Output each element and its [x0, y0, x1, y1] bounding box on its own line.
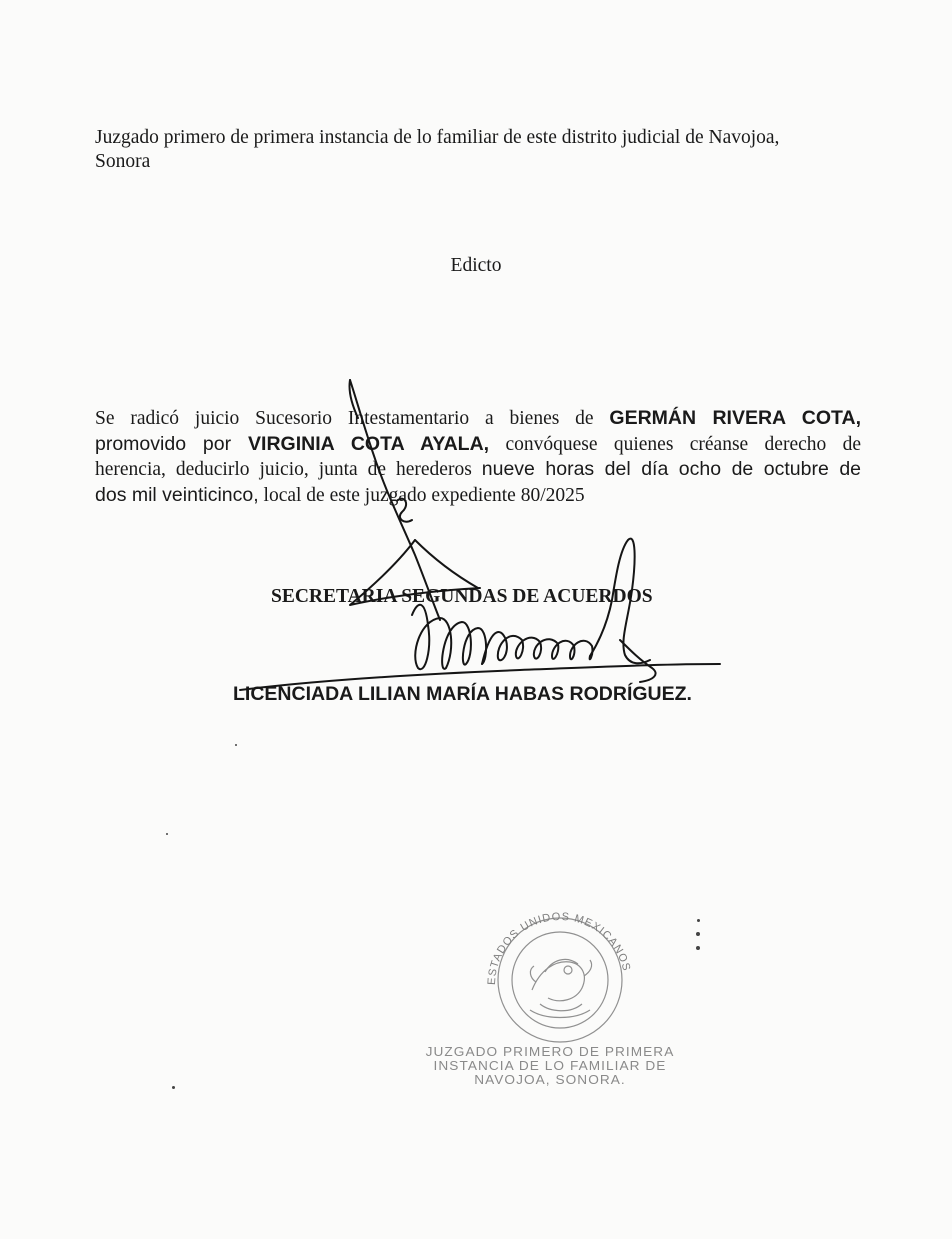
body-text-segment: convóquese quienes créanse derecho de — [489, 433, 861, 455]
signer-name: LICENCIADA LILIAN MARÍA HABAS RODRÍGUEZ. — [233, 683, 692, 705]
official-seal — [470, 900, 650, 1050]
scan-speck — [166, 833, 168, 835]
scan-speck — [697, 919, 700, 922]
body-text-segment: promovido por — [95, 432, 249, 455]
body-line-3 — [95, 457, 861, 483]
body-line-1 — [95, 406, 861, 432]
seal-line-3: NAVOJOA, SONORA. — [474, 1072, 626, 1087]
hearing-time: nueve horas del día ocho de octubre de — [481, 458, 862, 480]
scan-speck — [235, 744, 237, 746]
body-text-segment: Se radicó juicio Sucesorio Intestamentario a bienes de — [95, 408, 610, 429]
edict-body — [95, 406, 861, 508]
body-text-segment: local de este juzgado expediente 80/2025 — [258, 484, 585, 506]
seal-court-text — [393, 1045, 708, 1087]
seal-line-2: INSTANCIA DE LO FAMILIAR DE — [433, 1058, 667, 1073]
promoter-name: VIRGINIA COTA AYALA, — [248, 432, 490, 455]
scan-speck — [696, 932, 700, 936]
hearing-year: dos mil veinticinco, — [95, 483, 259, 506]
seal-ring-text: ESTADOS UNIDOS MEXICANOS — [485, 910, 633, 986]
court-header — [95, 126, 870, 174]
secretary-role: SECRETARIA SEGUNDAS DE ACUERDOS — [271, 586, 653, 607]
court-header-line-1: Juzgado primero de primera instancia de lo familiar de este distrito judicial de Navojoa, — [95, 127, 780, 148]
document-title: Edicto — [450, 255, 502, 276]
body-line-2 — [95, 432, 861, 458]
scan-speck — [696, 946, 700, 950]
body-text-segment: herencia, deducirlo juicio, junta de herederos — [95, 459, 482, 480]
body-line-4 — [95, 483, 861, 509]
deceased-name: GERMÁN RIVERA COTA, — [609, 407, 861, 429]
seal-line-1: JUZGADO PRIMERO DE PRIMERA — [425, 1044, 675, 1059]
scan-speck — [172, 1086, 175, 1089]
court-header-line-2: Sonora — [95, 151, 151, 172]
